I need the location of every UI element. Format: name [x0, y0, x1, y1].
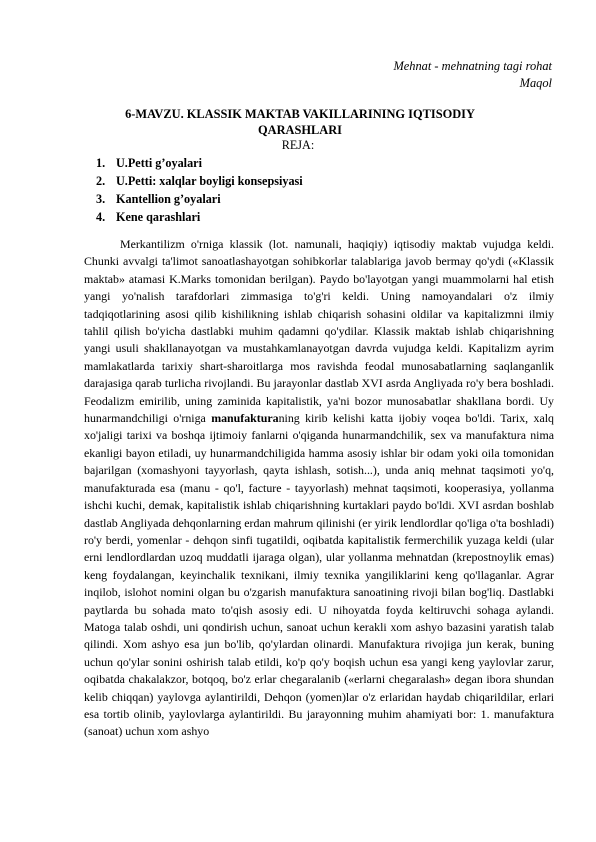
page-title: 6-MAVZU. KLASSIK MAKTAB VAKILLARINING IQTISODIY QARASHLARI — [125, 107, 475, 137]
plan-item — [96, 190, 303, 208]
plan-item — [96, 208, 303, 226]
plan-list — [96, 154, 303, 226]
epigraph-source: Maqol — [519, 76, 552, 90]
plan-item-number: 4. — [96, 210, 106, 224]
plan-item-number: 2. — [96, 174, 106, 188]
paragraph-text-part1: Merkantilizm o'rniga klassik (lot. namunali, haqiqiy) iqtisodiy maktab vujudga keldi. Chunki avvalgi ta'limot sanoatlashayotgan sohibkorlar talablariga javob bermay qo'ydi («Klassik maktab» atamasi K.Marks tomonidan berilgan). Paydo bo'layotgan yangi muammolarni hal etish yangi yo'nalish tarafdorlari zimmasiga to'g'ri keldi. Uning namoyandalari o'z ilmiy tadqiqotlarining asosi qilib kishilikning ishlab chiqarish sohasini oldilar va kapitalizmni ilmiy tahlil qilish bo'yicha dastlabki muhim qadamni qo'ydilar. Klassik maktab ishlab chiqarishning yangi usuli shakllanayotgan va mustahkamlanayotgan davrda vujudga keldi. Kapitalizm ayrim mamlakatlarda tarixiy shart-sharoitlarga mos ravishda feodal munosabatlarning saqlanganlik darajasiga qarab turlicha rivojlandi. Bu jarayonlar dastlab XVI asrda Angliyada ro'y bera boshladi. Feodalizm emirilib, uning zaminida kapitalistik, ya'ni bozor munosabatlar shakllana bordi. Uy hunarmandchiligi o'rniga — [84, 237, 554, 426]
plan-item — [96, 172, 303, 190]
plan-item — [96, 154, 303, 172]
plan-item-text: Kantellion g’oyalari — [116, 192, 221, 206]
plan-item-text: U.Petti: xalqlar boyligi konsepsiyasi — [116, 174, 303, 188]
plan-item-text: Kene qarashlari — [116, 210, 201, 224]
epigraph — [393, 58, 552, 92]
plan-item-text: U.Petti g’oyalari — [116, 156, 202, 170]
plan-label: REJA: — [281, 138, 315, 152]
plan-item-number: 1. — [96, 156, 106, 170]
highlighted-term: manufaktura — [211, 411, 279, 426]
plan-item-number: 3. — [96, 192, 106, 206]
paragraph-text-part2: ning kirib kelishi katta ijobiy voqea bo'ldi. Tarix, xalq xo'jaligi tarixi va boshqa ijtimoiy fanlarni o'qiganda hunarmandchilik, sex va manufaktura nima ekanligi bayon etiladi, uy hunarmandchiligida hamma asosiy ishlar bir odam yoki oila tomonidan bajarilgan (xomashyoni tayyorlash, qayta ishlash, sotish...), unda aniq mehnat taqsimoti yo'q, manufakturada esa (manu - qo'l, facture - tayyorlash) mehnat taqsimoti, kooperasiya, yollanma ishchi kuchi, demak, kapitalistik ishlab chiqarishning kurtaklari paydo bo'ldi. XVI asrdan boshlab dastlab Angliyada dehqonlarning erdan mahrum qilinishi (er yirik lendlordlar qo'liga o'ta boshladi) ro'y berdi, yomenlar - dehqon sinfi tugatildi, oqibatda kapitalistik fermerchilik yuzaga keldi (ular erni lendlordlardan uzoq muddatli ijaraga olgan), ular yollanma mehnatdan (krepostnoylik emas) keng foydalangan, keyinchalik texnikani, ilmiy texnika yangiliklarini keng qo'llaganlar. Agrar inqilob, islohot nomini olgan bu o'zgarish manufaktura sanoatining rivoji bilan bog'liq. Dastlabki paytlarda bu sohada mato to'qish asosiy edi. U nihoyatda foyda keltiruvchi sohaga aylandi. Matoga talab oshdi, uni qondirish uchun, sanoat uchun kerakli xom ashyo bazasini yaratish talab qilindi. Xom ashyo esa jun bo'lib, qo'ylardan olinardi. Manufaktura rivojiga jun kerak, buning uchun qo'ylar sonini oshirish talab etildi, ko'p qo'y boqish uchun esa yangi keng yaylovlar zarur, oqibatda chakalakzor, botqoq, bo'z erlar chegaralanib («erlarni chegaralash» degan ibora shundan kelib chiqqan) yaylovga aylantirildi, Dehqon (yomen)lar o'z erlaridan haydab chiqarildilar, erlari esa tortib olinib, yaylovlarga aylantirildi. Bu jarayonning muhim ahamiyati bor: 1. manufaktura (sanoat) uchun xom ashyo — [84, 411, 554, 739]
epigraph-quote: Mehnat - mehnatning tagi rohat — [393, 59, 552, 73]
body-paragraph — [84, 236, 554, 741]
